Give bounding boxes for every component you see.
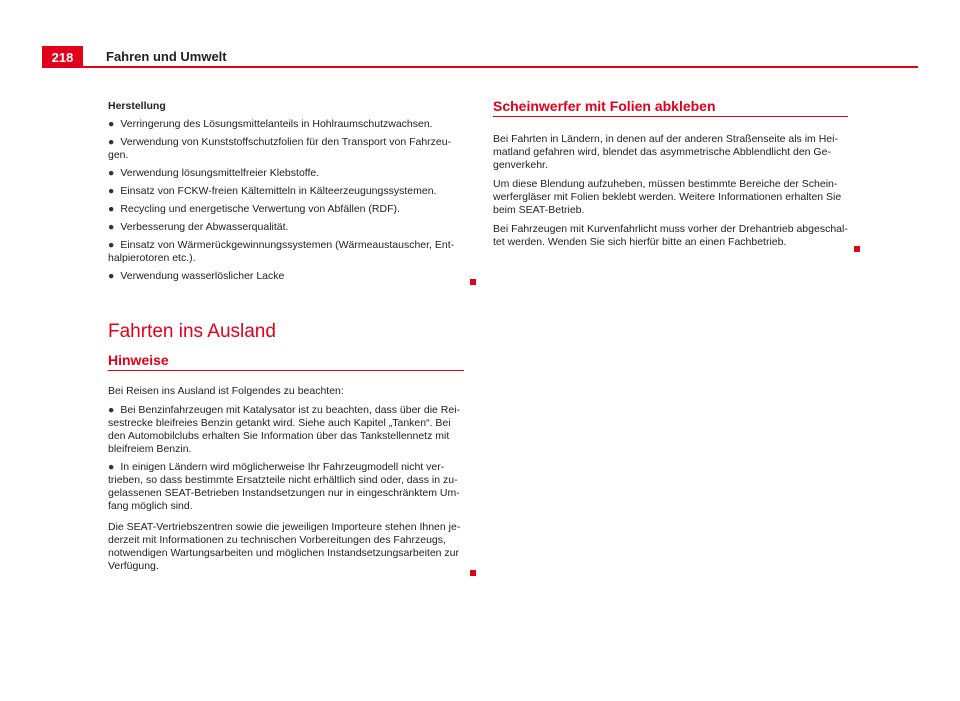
section-title-scheinwerfer: Scheinwerfer mit Folien abkleben bbox=[493, 100, 848, 117]
header-rule bbox=[83, 66, 918, 68]
bullet-icon: ● bbox=[108, 167, 115, 179]
bullet-icon: ● bbox=[108, 221, 115, 233]
section-end-icon bbox=[470, 570, 476, 576]
herstellung-heading: Herstellung bbox=[108, 100, 166, 112]
bullet-icon: ● bbox=[108, 203, 115, 215]
bullet-icon: ● bbox=[108, 404, 115, 416]
herstellung-list bbox=[108, 118, 464, 283]
section-end-icon bbox=[854, 246, 860, 252]
left-column bbox=[108, 100, 464, 576]
right-column bbox=[493, 100, 848, 252]
list-item: ● Verringerung des Lösungsmittelanteils in Hohlraumschutzwachsen. bbox=[108, 118, 433, 130]
bullet-icon: ● bbox=[108, 136, 115, 148]
section-end-icon bbox=[470, 279, 476, 285]
list-item: ● Verbesserung der Abwasserqualität. bbox=[108, 221, 289, 233]
list-item: ● Bei Benzinfahrzeugen mit Katalysator ist zu beachten, dass über die Rei-sestrecke bleifreies Benzin getankt wird. Siehe auch Kapitel „Tanken“. Bei den Automobilclubs erhalten Sie Information über das Tankstellennetz mit bleifreiem Benzin. bbox=[108, 404, 461, 455]
list-item: ● In einigen Ländern wird möglicherweise Ihr Fahrzeugmodell nicht ver-trieben, so dass bestimmte Ersatzteile nicht erhältlich sind oder, dass in zu-gelassenen SEAT-Betrieben Instandsetzungen nur in eingeschränktem Um-fang möglich sind. bbox=[108, 461, 460, 512]
page-number: 218 bbox=[42, 46, 83, 68]
section-title-hinweise: Hinweise bbox=[108, 354, 464, 371]
hinweise-list bbox=[108, 404, 464, 513]
hinweise-intro: Bei Reisen ins Ausland ist Folgendes zu beachten: bbox=[108, 385, 344, 397]
list-item: ● Einsatz von Wärmerückgewinnungssystemen (Wärmeaustauscher, Ent-halpierotoren etc.). bbox=[108, 239, 455, 264]
list-item: ● Verwendung wasserlöslicher Lacke bbox=[108, 270, 285, 282]
bullet-icon: ● bbox=[108, 461, 115, 473]
bullet-icon: ● bbox=[108, 270, 115, 282]
chapter-title: Fahrten ins Ausland bbox=[108, 321, 276, 342]
bullet-icon: ● bbox=[108, 118, 115, 130]
paragraph: Bei Fahrten in Ländern, in denen auf der anderen Straßenseite als im Hei-matland gefahren wird, blendet das asymmetrische Abblendlicht den Ge-genverkehr. bbox=[493, 133, 838, 171]
list-item: ● Einsatz von FCKW-freien Kältemitteln in Kälteerzeugungssystemen. bbox=[108, 185, 437, 197]
paragraph: Um diese Blendung aufzuheben, müssen bestimmte Bereiche der Schein-werfergläser mit Folien beklebt werden. Weitere Informationen erhalten Sie beim SEAT-Betrieb. bbox=[493, 178, 842, 216]
list-item: ● Verwendung von Kunststoffschutzfolien für den Transport von Fahrzeu-gen. bbox=[108, 136, 452, 161]
list-item: ● Recycling und energetische Verwertung von Abfällen (RDF). bbox=[108, 203, 400, 215]
bullet-icon: ● bbox=[108, 185, 115, 197]
hinweise-closing: Die SEAT-Vertriebszentren sowie die jeweiligen Importeure stehen Ihnen je-derzeit mit Informationen zu technischen Vorbereitungen des Fahrzeugs, notwendigen Wartungsarbeiten und möglichen Instandsetzungsarbeiten zur Verfügung. bbox=[108, 521, 461, 572]
header-title: Fahren und Umwelt bbox=[106, 49, 227, 64]
paragraph: Bei Fahrzeugen mit Kurvenfahrlicht muss vorher der Drehantrieb abgeschal-tet werden. Wenden Sie sich hierfür bitte an einen Fachbetrieb. bbox=[493, 223, 848, 248]
list-item: ● Verwendung lösungsmittelfreier Klebstoffe. bbox=[108, 167, 320, 179]
bullet-icon: ● bbox=[108, 239, 115, 251]
